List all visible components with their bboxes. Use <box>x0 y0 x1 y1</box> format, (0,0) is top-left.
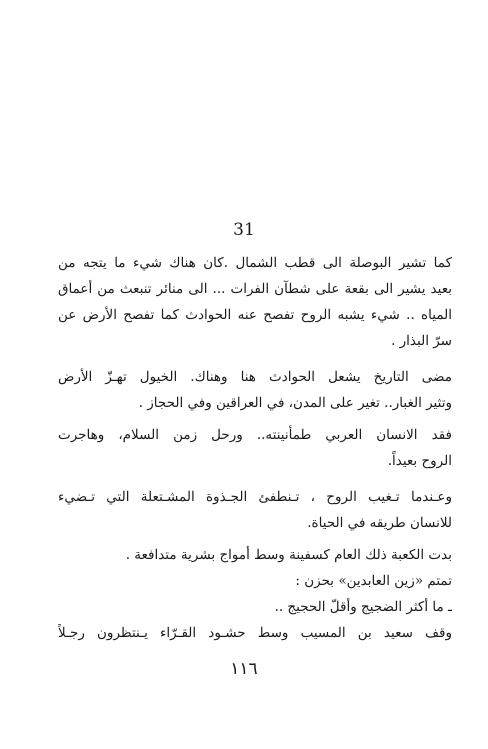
chapter-number: 31 <box>233 220 255 240</box>
text-line: وقف سعيد بن المسيب وسط حشـود القـرّاء يـنتظرون رجـلاً <box>58 625 452 641</box>
text-line: وعـندما تـغيب الروح ، تـنطفئ الجـذوة المشـتعلة التي تـضيء <box>58 489 452 505</box>
paragraph <box>58 594 452 620</box>
text-line: سرّ البذار . <box>391 333 452 349</box>
paragraph <box>58 364 452 416</box>
paragraph <box>58 620 452 646</box>
text-line: للانسان طريقه في الحياة. <box>307 515 452 531</box>
paragraph <box>58 568 452 594</box>
text-line: المياه .. شيء يشبه الروح تفصح عنه الحوادث كما تفصح الأرض عن <box>58 307 452 323</box>
page-number: ١١٦ <box>230 659 258 679</box>
text-line: الروح بعيداً. <box>387 453 452 469</box>
paragraph <box>58 250 452 354</box>
text-line: مضى التاريخ يشعل الحوادث هنا وهناك. الخيول تهـزّ الأرض <box>58 369 452 385</box>
text-line: ـ ما أكثر الضجيج وأقلّ الحجيج .. <box>274 599 452 615</box>
body-text <box>58 250 452 646</box>
paragraph <box>58 484 452 536</box>
text-line: وتثير الغبار.. تغير على المدن، في العراقين وفي الحجاز . <box>138 395 452 411</box>
text-line: فقد الانسان العربي طمأنينته.. ورحل زمن السلام، وهاجرت <box>58 427 452 443</box>
text-line: كما تشير البوصلة الى قطب الشمال .كان هناك شيء ما يتجه من <box>58 255 452 271</box>
paragraph <box>58 542 452 568</box>
text-line: تمتم «زين العابدين» بحزن : <box>295 573 452 589</box>
text-line: بعيد يشير الى بقعة على شطآن الفرات ... الى منائر تنبعث من أعماق <box>58 281 452 297</box>
paragraph <box>58 422 452 474</box>
text-line: بدت الكعبة ذلك العام كسفينة وسط أمواج بشرية متدافعة . <box>125 547 452 563</box>
